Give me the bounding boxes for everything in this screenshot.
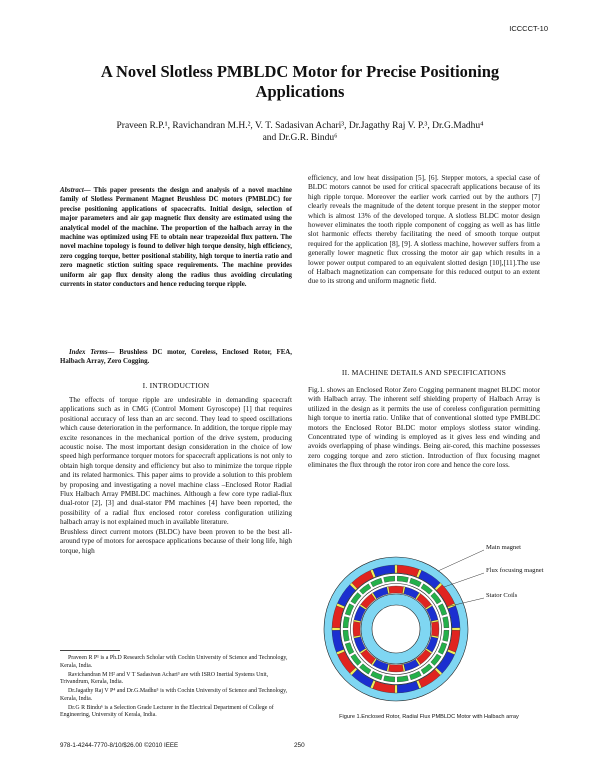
label-stator-coils: Stator Coils xyxy=(486,592,518,599)
authors-line-1: Praveen R.P.¹, Ravichandran M.H.², V. T. Sadasivan Achari³, Dr.Jagathy Raj V. P.³, Dr.G.Madhu⁴ xyxy=(116,121,484,131)
abstract-label: Abstract— xyxy=(60,187,91,194)
introduction-body xyxy=(60,396,292,556)
authors-line-2: and Dr.G.R. Bindu⁶ xyxy=(262,132,338,143)
motor-cross-section-diagram xyxy=(318,545,600,711)
intro-paragraph-2: Brushless direct current motors (BLDC) have been proven to be the best all-around type of motors for aerospace applications because of their long life, high torque, high xyxy=(60,527,292,555)
shaft-bore xyxy=(372,605,420,653)
section-heading-machine-details: II. MACHINE DETAILS AND SPECIFICATIONS xyxy=(341,368,507,377)
abstract xyxy=(60,186,292,289)
figure-caption: Figure 1.Enclosed Rotor, Radial Flux PMBLDC Motor with Halbach array xyxy=(339,714,519,720)
leader-flux-focusing-magnet xyxy=(444,573,484,587)
outer-flux-focusing-magnet xyxy=(332,628,340,631)
index-terms-label: Index Terms— xyxy=(69,349,115,356)
machine-details-body xyxy=(308,386,540,471)
conference-tag: ICCCCT-10 xyxy=(509,24,548,33)
intro-continued xyxy=(308,174,540,287)
leader-main-magnet xyxy=(438,550,484,571)
inner-magnet-segment xyxy=(431,621,439,637)
inner-magnet-segment xyxy=(388,664,404,672)
index-terms xyxy=(60,348,292,367)
footnote-3: Dr.Jagathy Raj V P⁴ and Dr.G.Madhu⁵ is with Cochin University of Science and Technology, Kerala, India. xyxy=(60,688,288,702)
footnote-4: Dr.G R Bindu⁶ is a Selection Grade Lecturer in the Electrical Department of College of Engineering, University of Kerala, India. xyxy=(60,704,274,718)
abstract-text: This paper presents the design and analysis of a novel machine family of Slotless Permanent Magnet Brushless DC motors (PMBLDC) for precise positioning applications of spacecrafts. Initial design, selection of major parameters and air gap magnetic flux density are estimated using the analytical model of the machine. The proportion of the halbach array in the machine was optimized using FE to obtain near trapezoidal flux pattern. The novel machine topology is found to deliver high torque density, high efficiency, zero cogging torque, better positional stability, high torque to inertia ratio and zero magnetic stiction suiting space requirements. The machine provides uniform air gap flux density along the radius thus avoiding circulating currents in stator conductors and hence reducing torque ripple. xyxy=(60,187,292,289)
isbn-copyright: 978-1-4244-7770-8/10/$26.00 ©2010 IEEE xyxy=(60,742,179,749)
author-list xyxy=(60,121,540,144)
footnote-2: Ravichandran M H² and V T Sadasivan Achari³ are with ISRO Inertial Systems Unit, Trivandrum, Kerala, India. xyxy=(60,671,269,685)
figure-1 xyxy=(318,545,600,711)
machine-details-paragraph: Fig.1. shows an Enclosed Rotor Zero Cogging permanent magnet BLDC motor with Halbach array. The inherent self shielding property of Halbach Array is utilized in the design as it permits the use of coreless configuration permitting high torque to inertia ratio. Unlike that of conventional slotted type PMBLDC motors the Enclosed Rotor BLDC motor employs slotless stator winding. Concentrated type of winding is employed as it gives less end winding and avoids overlapping of phase windings. Being air-cored, this machine possesses zero cogging torque and zero stiction. Introduction of flux focusing magnet eliminates the flux through the rotor iron core and hence the core loss. xyxy=(308,386,540,470)
intro-paragraph-3: efficiency, and low heat dissipation [5], [6]. Stepper motors, a special case of BLDC motors cannot be used for critical spacecraft applications because of its high ripple torque. Moreover the earlier work carried out by the authors [7] clearly reveals the magnitude of the detent torque present in the stepper motor which is almost 13% of the developed torque. A slotless BLDC motor design however eliminates the tooth ripple component of cogging as well as has little slot harmonic effects thereby facilitating the need of smooth torque output required for the application [8], [9]. A slotless machine, however suffers from a generally lower magnetic flux crossing the motor air gap which results in a lower power output compared to an equivalent slotted design [10],[11].The use of Halbach magnetization can compensate for this reduced output to an extent due to its strong and uniform magnetic field. xyxy=(308,174,540,286)
outer-flux-focusing-magnet xyxy=(452,628,460,631)
footnote-rule xyxy=(60,650,120,651)
paper-title: A Novel Slotless PMBLDC Motor for Precise Positioning Applications xyxy=(100,62,500,101)
label-flux-focusing-magnet: Flux focusing magnet xyxy=(486,567,544,574)
section-heading-introduction: I. INTRODUCTION xyxy=(142,381,210,390)
intro-paragraph-1: The effects of torque ripple are undesirable in demanding spacecraft applications such as in CMG (Control Moment Gyroscope) [1] that requires positional accuracy of less than an arc second. They lead to speed oscillations which cause deterioration in the performance. In addition, the torque ripple may excite resonances in the mechanical portion of the drive system, producing acoustic noise. The most important design consideration in the choice of low speed high performance torquer motors for spacecraft applications is not only to obtain high torque density and efficiency but also to minimize the torque ripple and its related harmonics. This paper aims to provide a solution to this problem by proposing and investigating a novel machine class –Enclosed Rotor Radial Flux Halbach Array PMBLDC machines. Although a few core type radial-flux dual-rotor [2], [3] and dual-stator PM machines [4] have been reported, the possibility of a radial flux enclosed rotor coreless configuration utilizing halbach array is not explained much in available literature. xyxy=(60,396,292,527)
footnote-1: Praveen R P¹ is a Ph.D Research Scholar with Cochin University of Science and Technology, Kerala, India. xyxy=(60,655,288,669)
outer-flux-focusing-magnet xyxy=(395,565,398,573)
inner-magnet-segment xyxy=(353,621,361,637)
index-terms-text: Brushless DC motor, Coreless, Enclosed Rotor, FEA, Halbach Array, Zero Cogging. xyxy=(60,349,293,366)
label-main-magnet: Main magnet xyxy=(486,544,521,551)
inner-magnet-segment xyxy=(388,586,404,594)
motor-rings xyxy=(324,557,468,701)
author-footnotes xyxy=(60,655,292,721)
outer-flux-focusing-magnet xyxy=(395,685,398,693)
page-number: 250 xyxy=(294,742,305,749)
